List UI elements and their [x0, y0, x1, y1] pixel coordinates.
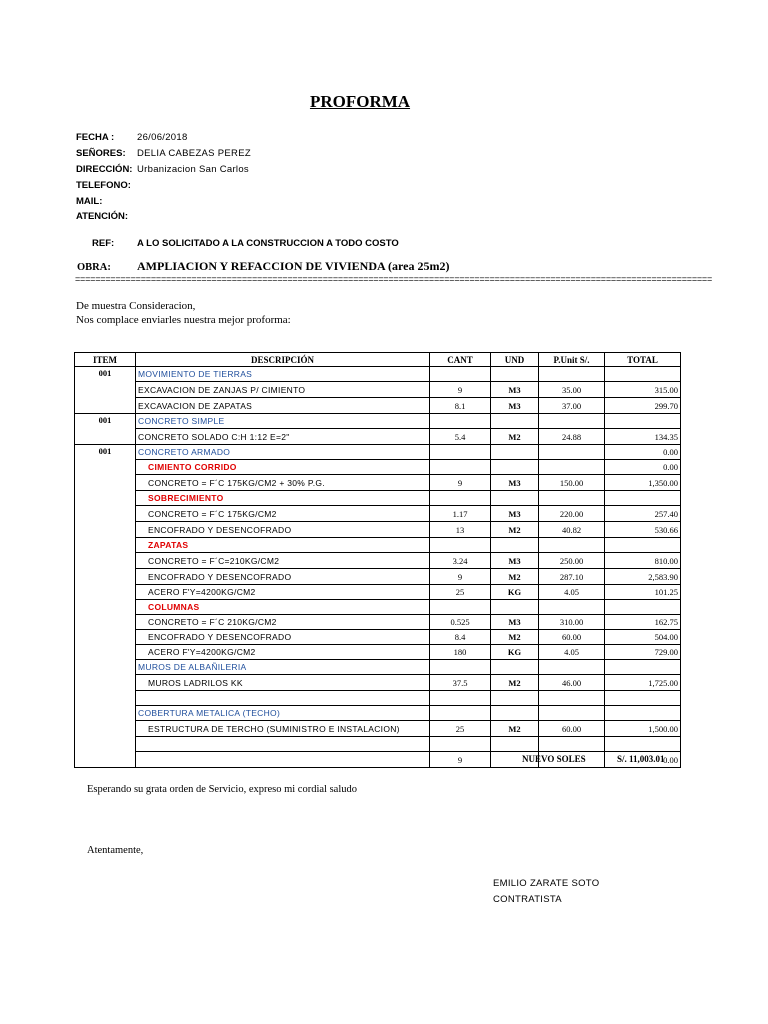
und-cell: M2 — [491, 522, 539, 538]
ref-value: A LO SOLICITADO A LA CONSTRUCCION A TODO COSTO — [137, 238, 399, 249]
cant-cell — [430, 706, 491, 721]
table-row — [75, 615, 681, 630]
total-value: S/. 11,003.01 — [617, 754, 665, 764]
punit-cell — [539, 706, 605, 721]
description-cell: EXCAVACION DE ZAPATAS — [136, 398, 430, 414]
und-cell: M2 — [491, 675, 539, 691]
table-row — [75, 398, 681, 414]
und-cell — [491, 691, 539, 706]
total-cell: 162.75 — [605, 615, 681, 630]
table-row — [75, 367, 681, 382]
total-cell — [605, 414, 681, 429]
cant-cell: 180 — [430, 645, 491, 660]
table-row — [75, 600, 681, 615]
total-cell: 1,350.00 — [605, 475, 681, 491]
table-row — [75, 429, 681, 445]
total-cell: 504.00 — [605, 630, 681, 645]
punit-cell: 60.00 — [539, 630, 605, 645]
description-cell: ESTRUCTURA DE TERCHO (SUMINISTRO E INSTALACION) — [136, 721, 430, 737]
header-item: ITEM — [75, 353, 136, 367]
table-row — [75, 553, 681, 569]
cant-cell: 9 — [430, 569, 491, 585]
description-cell — [136, 752, 430, 768]
und-cell: M3 — [491, 553, 539, 569]
description-cell: ZAPATAS — [136, 538, 430, 553]
total-cell — [605, 691, 681, 706]
item-cell: 001 — [75, 414, 136, 445]
description-cell: CONCRETO SIMPLE — [136, 414, 430, 429]
und-cell — [491, 706, 539, 721]
header-cant: CANT — [430, 353, 491, 367]
table-row — [75, 721, 681, 737]
und-cell: M2 — [491, 630, 539, 645]
total-cell — [605, 367, 681, 382]
description-cell: CIMIENTO CORRIDO — [136, 460, 430, 475]
cant-cell — [430, 445, 491, 460]
cant-cell: 9 — [430, 382, 491, 398]
description-cell: CONCRETO SOLADO C:H 1:12 E=2" — [136, 429, 430, 445]
table-header-row — [75, 353, 681, 367]
cant-cell: 0.525 — [430, 615, 491, 630]
und-cell: M3 — [491, 398, 539, 414]
description-cell: MOVIMIENTO DE TIERRAS — [136, 367, 430, 382]
punit-cell — [539, 414, 605, 429]
cant-cell: 37.5 — [430, 675, 491, 691]
items-table — [74, 352, 681, 768]
und-cell — [491, 600, 539, 615]
description-cell: CONCRETO ARMADO — [136, 445, 430, 460]
direccion-value: Urbanizacion San Carlos — [137, 164, 249, 175]
obra-value: AMPLIACION Y REFACCION DE VIVIENDA (area 25m2) — [137, 259, 450, 273]
separator-line: ============================================================================================================================== — [75, 274, 713, 284]
und-cell: M3 — [491, 382, 539, 398]
fecha-label: FECHA : — [76, 132, 115, 143]
table-row — [75, 630, 681, 645]
punit-cell: 35.00 — [539, 382, 605, 398]
punit-cell: 220.00 — [539, 506, 605, 522]
description-cell: ENCOFRADO Y DESENCOFRADO — [136, 569, 430, 585]
greeting-line-1: De muestra Consideracion, — [76, 300, 196, 312]
description-cell: SOBRECIMIENTO — [136, 491, 430, 506]
und-cell: KG — [491, 645, 539, 660]
header-punit: P.Unit S/. — [539, 353, 605, 367]
und-cell — [491, 445, 539, 460]
description-cell: COLUMNAS — [136, 600, 430, 615]
table-row — [75, 675, 681, 691]
total-cell: 729.00 — [605, 645, 681, 660]
table-row — [75, 414, 681, 429]
description-cell: ACERO F'Y=4200KG/CM2 — [136, 585, 430, 600]
cant-cell — [430, 414, 491, 429]
header-total: TOTAL — [605, 353, 681, 367]
punit-cell: 287.10 — [539, 569, 605, 585]
atencion-label: ATENCIÓN: — [76, 211, 129, 222]
punit-cell: 310.00 — [539, 615, 605, 630]
und-cell — [491, 737, 539, 752]
cant-cell — [430, 660, 491, 675]
cant-cell: 3.24 — [430, 553, 491, 569]
cant-cell: 5.4 — [430, 429, 491, 445]
obra-label: OBRA: — [77, 262, 111, 273]
document-title: PROFORMA — [309, 92, 411, 111]
cant-cell — [430, 600, 491, 615]
total-cell — [605, 600, 681, 615]
signature-name: EMILIO ZARATE SOTO — [493, 878, 600, 889]
total-cell: 2,583.90 — [605, 569, 681, 585]
und-cell — [491, 660, 539, 675]
description-cell — [136, 737, 430, 752]
und-cell: M2 — [491, 429, 539, 445]
item-cell: 001 — [75, 367, 136, 414]
total-cell: 810.00 — [605, 553, 681, 569]
punit-cell: 4.05 — [539, 645, 605, 660]
table-row — [75, 506, 681, 522]
table-row — [75, 475, 681, 491]
mail-label: MAIL: — [76, 196, 103, 207]
description-cell: ENCOFRADO Y DESENCOFRADO — [136, 522, 430, 538]
total-cell — [605, 737, 681, 752]
greeting-line-2: Nos complace enviarles nuestra mejor proforma: — [76, 314, 291, 326]
punit-cell: 46.00 — [539, 675, 605, 691]
cant-cell: 13 — [430, 522, 491, 538]
cant-cell: 8.4 — [430, 630, 491, 645]
und-cell: M2 — [491, 721, 539, 737]
description-cell: MUROS DE ALBAÑILERIA — [136, 660, 430, 675]
telefono-label: TELEFONO: — [76, 180, 131, 191]
total-cell — [605, 538, 681, 553]
und-cell: M3 — [491, 506, 539, 522]
cant-cell — [430, 491, 491, 506]
cant-cell: 9 — [430, 475, 491, 491]
und-cell — [491, 367, 539, 382]
punit-cell — [539, 691, 605, 706]
table-row — [75, 645, 681, 660]
total-label: NUEVO SOLES — [522, 754, 586, 764]
total-cell: 315.00 — [605, 382, 681, 398]
description-cell: MUROS LADRILOS KK — [136, 675, 430, 691]
table-row — [75, 706, 681, 721]
total-cell — [605, 706, 681, 721]
table-row — [75, 382, 681, 398]
punit-cell — [539, 600, 605, 615]
table-row — [75, 569, 681, 585]
direccion-label: DIRECCIÓN: — [76, 164, 133, 175]
description-cell: ENCOFRADO Y DESENCOFRADO — [136, 630, 430, 645]
total-cell: 1,725.00 — [605, 675, 681, 691]
table-row — [75, 522, 681, 538]
table-row — [75, 691, 681, 706]
und-cell: KG — [491, 585, 539, 600]
table-row — [75, 752, 681, 768]
table-row — [75, 585, 681, 600]
table-row — [75, 538, 681, 553]
closing-message: Esperando su grata orden de Servicio, expreso mi cordial saludo — [87, 784, 358, 795]
total-cell: 530.66 — [605, 522, 681, 538]
total-cell: 101.25 — [605, 585, 681, 600]
description-cell: CONCRETO = F´C 210KG/CM2 — [136, 615, 430, 630]
punit-cell — [539, 367, 605, 382]
total-cell: 299.70 — [605, 398, 681, 414]
table-row — [75, 737, 681, 752]
header-descripcion: DESCRIPCIÓN — [136, 353, 430, 367]
closing-regards: Atentamente, — [87, 845, 144, 856]
description-cell: COBERTURA METALICA (TECHO) — [136, 706, 430, 721]
und-cell: M2 — [491, 569, 539, 585]
und-cell — [491, 414, 539, 429]
cant-cell — [430, 737, 491, 752]
und-cell — [491, 538, 539, 553]
total-cell — [605, 491, 681, 506]
table-row — [75, 460, 681, 475]
cant-cell — [430, 691, 491, 706]
cant-cell: 25 — [430, 585, 491, 600]
table-row — [75, 445, 681, 460]
punit-cell — [539, 660, 605, 675]
total-cell: 257.40 — [605, 506, 681, 522]
table-row — [75, 660, 681, 675]
item-cell: 001 — [75, 445, 136, 768]
cant-cell — [430, 460, 491, 475]
table-row — [75, 491, 681, 506]
total-cell: 0.00 — [605, 445, 681, 460]
senores-label: SEÑORES: — [76, 148, 126, 159]
punit-cell — [539, 737, 605, 752]
description-cell: ACERO F'Y=4200KG/CM2 — [136, 645, 430, 660]
total-cell: 134.35 — [605, 429, 681, 445]
description-cell: CONCRETO = F´C=210KG/CM2 — [136, 553, 430, 569]
punit-cell — [539, 460, 605, 475]
und-cell: M3 — [491, 615, 539, 630]
ref-label: REF: — [92, 238, 115, 249]
cant-cell — [430, 367, 491, 382]
und-cell: M3 — [491, 475, 539, 491]
total-cell — [605, 660, 681, 675]
total-cell: 0.00 — [605, 752, 681, 768]
header-und: UND — [491, 353, 539, 367]
description-cell: CONCRETO = F´C 175KG/CM2 — [136, 506, 430, 522]
punit-cell — [539, 445, 605, 460]
punit-cell: 150.00 — [539, 475, 605, 491]
description-cell — [136, 691, 430, 706]
senores-value: DELIA CABEZAS PEREZ — [137, 148, 251, 159]
total-cell: 1,500.00 — [605, 721, 681, 737]
total-cell: 0.00 — [605, 460, 681, 475]
signature-role: CONTRATISTA — [493, 894, 562, 905]
punit-cell — [539, 538, 605, 553]
punit-cell: 4.05 — [539, 585, 605, 600]
punit-cell: 24.88 — [539, 429, 605, 445]
punit-cell — [539, 491, 605, 506]
cant-cell: 25 — [430, 721, 491, 737]
cant-cell: 1.17 — [430, 506, 491, 522]
punit-cell: 60.00 — [539, 721, 605, 737]
punit-cell: 40.82 — [539, 522, 605, 538]
cant-cell — [430, 538, 491, 553]
description-cell: CONCRETO = F´C 175KG/CM2 + 30% P.G. — [136, 475, 430, 491]
und-cell — [491, 460, 539, 475]
cant-cell: 8.1 — [430, 398, 491, 414]
cant-cell: 9 — [430, 752, 491, 768]
description-cell: EXCAVACION DE ZANJAS P/ CIMIENTO — [136, 382, 430, 398]
und-cell — [491, 491, 539, 506]
fecha-value: 26/06/2018 — [137, 132, 188, 143]
punit-cell: 37.00 — [539, 398, 605, 414]
punit-cell: 250.00 — [539, 553, 605, 569]
